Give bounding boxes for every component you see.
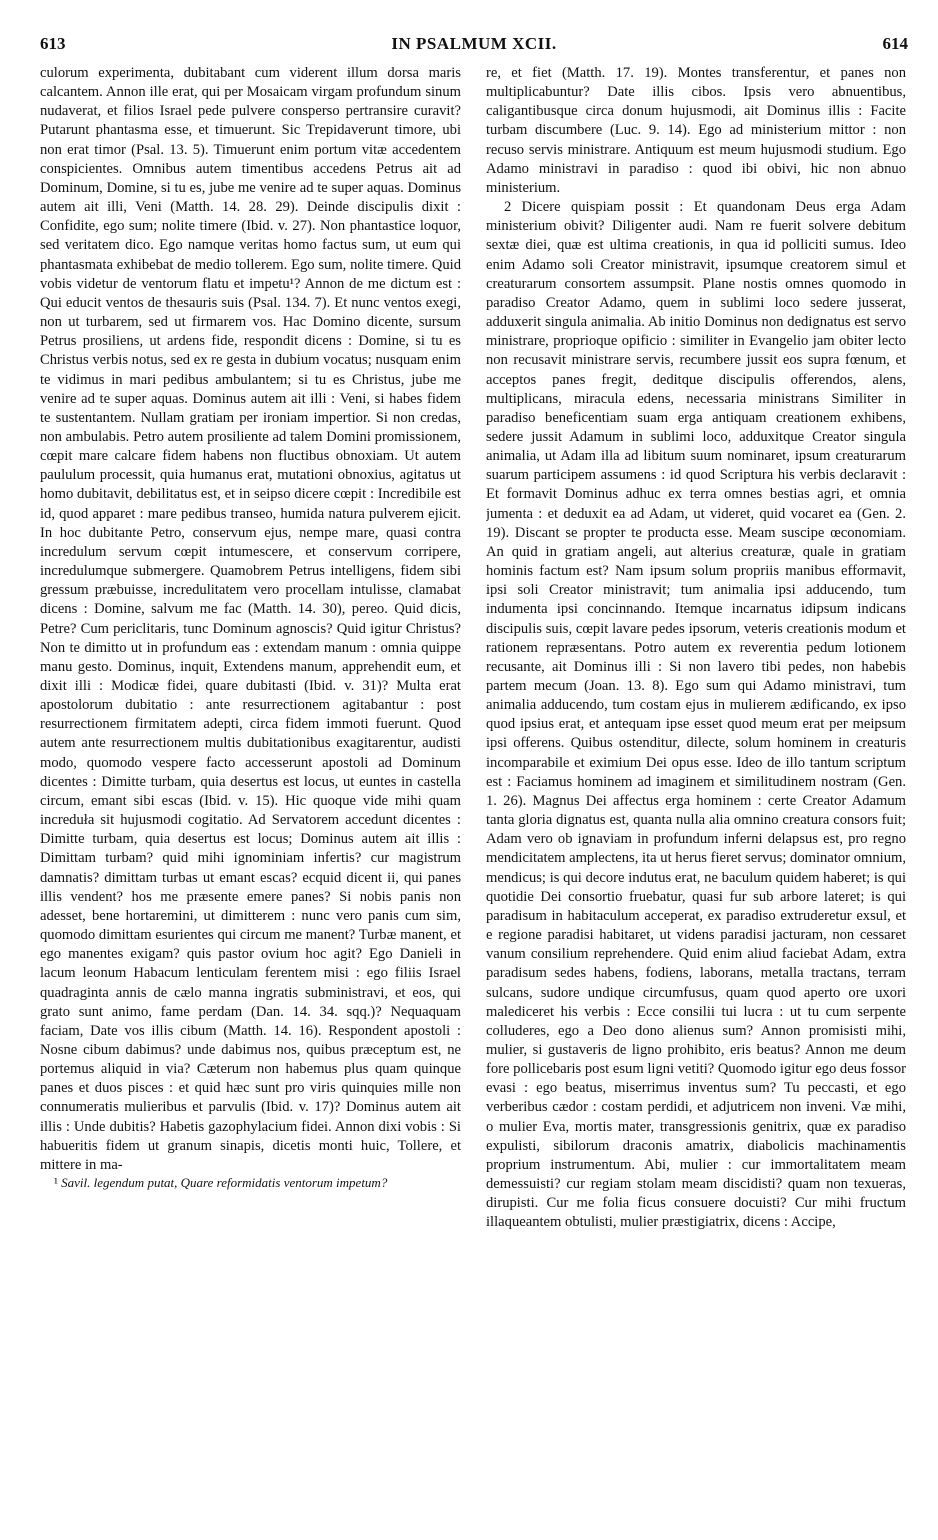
right-column-paragraph-2: 2 Dicere quispiam possit : Et quandonam Deus erga Adam ministerium obivit? Diligenter audi. Nam re fuerit solvere debitum sextæ diei, quæ est ultima creationis, in qua id polliciti sumus. Ideo enim Adamo soli Creator ministravit, ipsumque creatorem simul et creaturarum consortem assumpsit. Plane nostis omnes quomodo in paradiso Creator Adamo, quem in sublimi loco sedere jusserat, adduxerit singula animalia. Ab initio Dominus non dedignatus est servo ministrare, proprioque opificio : similiter in Evangelio jam obiter lecto non recusavit ministrare servis, recumbere jussit eos supra fœnum, et acceptos panes fregit, deditque discipulis offerendos, alens, multiplicans, miracula edens, necessaria ministrans Similiter in paradiso beneficentiam suam erga antiquam creationem exhibens, sedere jussit Adamum in sublimi loco, adduxitque Creator singula animalia, ut Adam illa ad libitum suum nominaret, ipsum creaturarum suarum participem assumens : id quod Scriptura his verbis declaravit : Et formavit Dominus adhuc ex terra omnes bestias agri, et omnia jumenta : et deduxit ea ad Adam, ut videret, quid vocaret ea (Gen. 2. 19). Discant se propter te producta esse. Meam suscipe œconomiam. An quid in gratiam angeli, aut alterius creaturæ, quale in gratiam hominis factum est? Nam ipsum solum propriis manibus efformavit, ipsi soli Creator ministravit; tum animalia ipsi adducendo, tum indumenta ipsi concinnando. Itemque incarnatus idipsum indicans discipulis suis, cœpit lavare pedes ipsorum, veteris creationis modum et rationem repræsentans. Potro autem ex reverentia pedum lotionem recusante, ait Dominus illi : Si non lavero tibi pedes, non habebis partem mecum (Joan. 13. 8). Ego sum qui Adamo ministravi, tum animalia adducendo, tum costam ejus in mulierem ædificando, ex ipso quod ipsius erat, et antequam ipse esset quod meum erat per meipsum ipsi offerens. Quibus ostenditur, dilecte, solum hominem in creaturis incomparabile et eximium Dei opus esse. Ideo de illo tantum scriptum est : Faciamus hominem ad imaginem et similitudinem nostram (Gen. 1. 26). Magnus Dei affectus erga hominem : certe Creator Adamum tanta gloria dignatus est, quanta nulla alia omnino creatura consors fuit; Adam vero ob ignaviam in profundum inferni delapsus est, pro regno mendicitatem amplectens, ita ut herus fieret servus; dominator omnium, mendicus; is qui decore indutus erat, ne baculum quidem haberet; is qui quotidie Dei consortio fruebatur, quasi fur sub arbore lateret; is qui paradisum in habitaculum acceperat, ex paradiso extruderetur exsul, et e regione paradisi habitaret, ut videns paradisi jacturam, non cessaret vanum consilium reprehendere. Quid enim aliud faciebat Adam, extra paradisum sedes habens, fodiens, laborans, metalla tractans, terram sulcans, sudore undique circumfusus, quam quod aperto ore uxori malediceret his verbis : Ecce consilii tui lucra : ut tu cum serpente colluderes, ego a Deo dono alienus sum? Annon promisisti mihi, mulier, si gustaveris de ligno prohibito, eris beatus? Annon me deum fore pollicebaris post esum ligni vetiti? Quomodo igitur ego deus fossor evasi : ego beatus, miserrimus inventus sum? Tu peccasti, et ego verberibus cædor : costam perdidi, et adjutricem non inveni. Væ mihi, o mulier Eva, mortis mater, transgressionis genitrix, quæ ex paradiso expulisti, sibilorum draconis amatrix, diabolicis machinamentis proprium instrumentum. Abi, mulier : cur immortalitatem meam demessuisti? cur regiam stolam meam discidisti? quam non texueras, dirupisti. Cur me folia ficus consuere docuisti? Cur mihi fructum illaqueantem obtulisti, mulier præstigiatrix, dicens : Accipe, [486,199,906,1231]
left-column [40,64,461,1504]
footnote-text: Savil. legendum putat, Quare reformidatis ventorum impetum? [61,1175,388,1191]
footnote [40,1175,461,1191]
page-number-right: 614 [882,34,908,53]
footnote-mark: ¹ [54,1175,58,1191]
page-header [40,34,908,58]
right-column-paragraph-1: re, et fiet (Matth. 17. 19). Montes transferentur, et panes non multiplicabuntur? Date illis cibos. Ipsis vero abnuentibus, caligantibusque circa donum hujusmodi, ait Dominus illis : Facite turbam discumbere (Luc. 9. 14). Ego ad ministerium mittor : non recuso servis ministrare. Antiquum est meum hujusmodi studium. Ego Adamo ministravi in paradiso : quod ibi obivi, hic non abnuo ministerium. [486,65,906,196]
page-number-left: 613 [40,34,66,53]
left-column-text: culorum experimenta, dubitabant cum viderent illum dorsa maris calcantem. Annon ille erat, qui per Mosaicam virgam profundum sinum nudaverat, et filios Israel pede pulvere conspersо pertransire curavit? Putarunt phantasma esse, et timuerunt. Sic Trepidaverunt timore, ubi non erat timor (Psal. 13. 5). Timuerunt enim portum vitæ accedentem conspicientes. Omnibus autem timentibus accedens Petrus ait ad Dominum, Domine, si tu es, jube me venire ad te super aquas. Dominus autem ait illi, Veni (Matth. 14. 28. 29). Deinde discipulis dixit : Confidite, ego sum; nolite timere (Ibid. v. 27). Non phantastice loquor, sed veritatem dico. Ego namque veritas homo factus sum, ut eum qui phantasmata exhibebat de medio tollerem. Ego sum, nolite timere. Quid vobis videtur de ventorum flatu et impetu¹? Annon de me dictum est : Qui educit ventos de thesauris suis (Psal. 134. 7). Et nunc ventos exegi, non ut turbarem, sed ut firmarem vos. Hac Domino dicente, sursum Petrus prosiliens, ut ardens fide, respondit dicens : Domine, si tu es Christus verbis notus, sed ex re gesta in dubium vocatus; nusquam enim te vidimus in mari pedibus ambulantem; si tu es Christus, jube me venire ad te super aquas. Dominus autem ait illi : Veni, si habes fidem te sustentantem. Nullam gratiam per ironiam impertior. Si non credas, non ambulabis. Petro autem prosiliente ad talem Domini promissionem, cœpit mare calcare fidem habens non fluctibus obnoxiam. Ut autem paululum processit, quia humanus erat, mutationi obnoxius, agitatus ut homo dubitavit, debilitatus est, et in seipso dicere cœpit : Incredibile est id, quod apparet : mare pedibus transeo, humida natura pulverem ejicit. In hoc dubitante Petro, conservum ejus, nempe mare, quasi contra incredulum servum cœpit intumescere, et conservum corripere, incredulumque submergere. Quamobrem Petrus intelligens, fidem sibi gressum præbuisse, incredulitatem vero procellam intulisse, clamabat dicens : Domine, salvum me fac (Matth. 14. 30), pereo. Quid dicis, Petre? Cum periclitaris, tunc Dominum agnoscis? Quid igitur Christus? Non te dimitto ut in profundum eas : extendam manum : omnia quippe manu gesto. Dominus, inquit, Extendens manum, apprehendit eum, et dixit illi : Modicæ fidei, quare dubitasti (Ibid. v. 31)? Multa erat apostolorum dubitatio : ante resurrectionem agitabantur : post resurrectionem firmitatem adepti, circa fidem immoti fuerunt. Quod autem ante resurrectionem multis dubitationibus exagitarentur, audisti modo, quomodo vespere facto accesserunt apostoli ad Dominum dicentes : Dimitte turbam, quia desertus est locus, ut euntes in castella circum, emant sibi escas (Ibid. v. 15). Hic quoque vide mihi quam increduła sit hujusmodi cogitatio. Ad Servatorem accedunt dicentes : Dimitte turbam, quia desertus est locus; Dominus autem ait illis : Dimittam turbam? quid mihi ignominiam infertis? cur magistrum damnatis? dimittam turbas ut emant escas? ecquid dicent ii, qui panes illis vendent? hos me præsente emere panes? Si nobis panis non adesset, bene hortaremini, ut dimitterem : nunc vero panis cum sim, quomodo dimittam esurientes qui circum me manent? Turbæ manent, et ego manentes exigam? quis pastor ovium hoc agit? Ego Danieli in lacum leonum Habacum lenticulam ferentem misi : ego filiis Israel quadraginta annis de cælo manna ingratis subministravi, et eos, qui grato sunt animo, fame perdam (Dan. 14. 34. sqq.)? Nequaquam faciam, Date vos illis cibum (Matth. 14. 16). Respondent apostoli : Nosne cibum dabimus? unde dabimus nos, quibus præceptum est, ne portemus aliquid in via? Cæterum non habemus plus quam quinque panes et duos pisces : et quid hæc sunt pro viris quinquies mille non connumeratis mulieribus et parvulis (Ibid. v. 17)? Dominus autem ait illis : Unde dubitis? Habetis gazophylacium fidei. Annon dixi vobis : Si habueritis fidem ut granum sinapis, dicetis monti huic, Tollere, et mittere in ma- [40,65,461,1173]
running-title: IN PSALMUM XCII. [391,34,557,53]
right-column [486,64,906,1504]
